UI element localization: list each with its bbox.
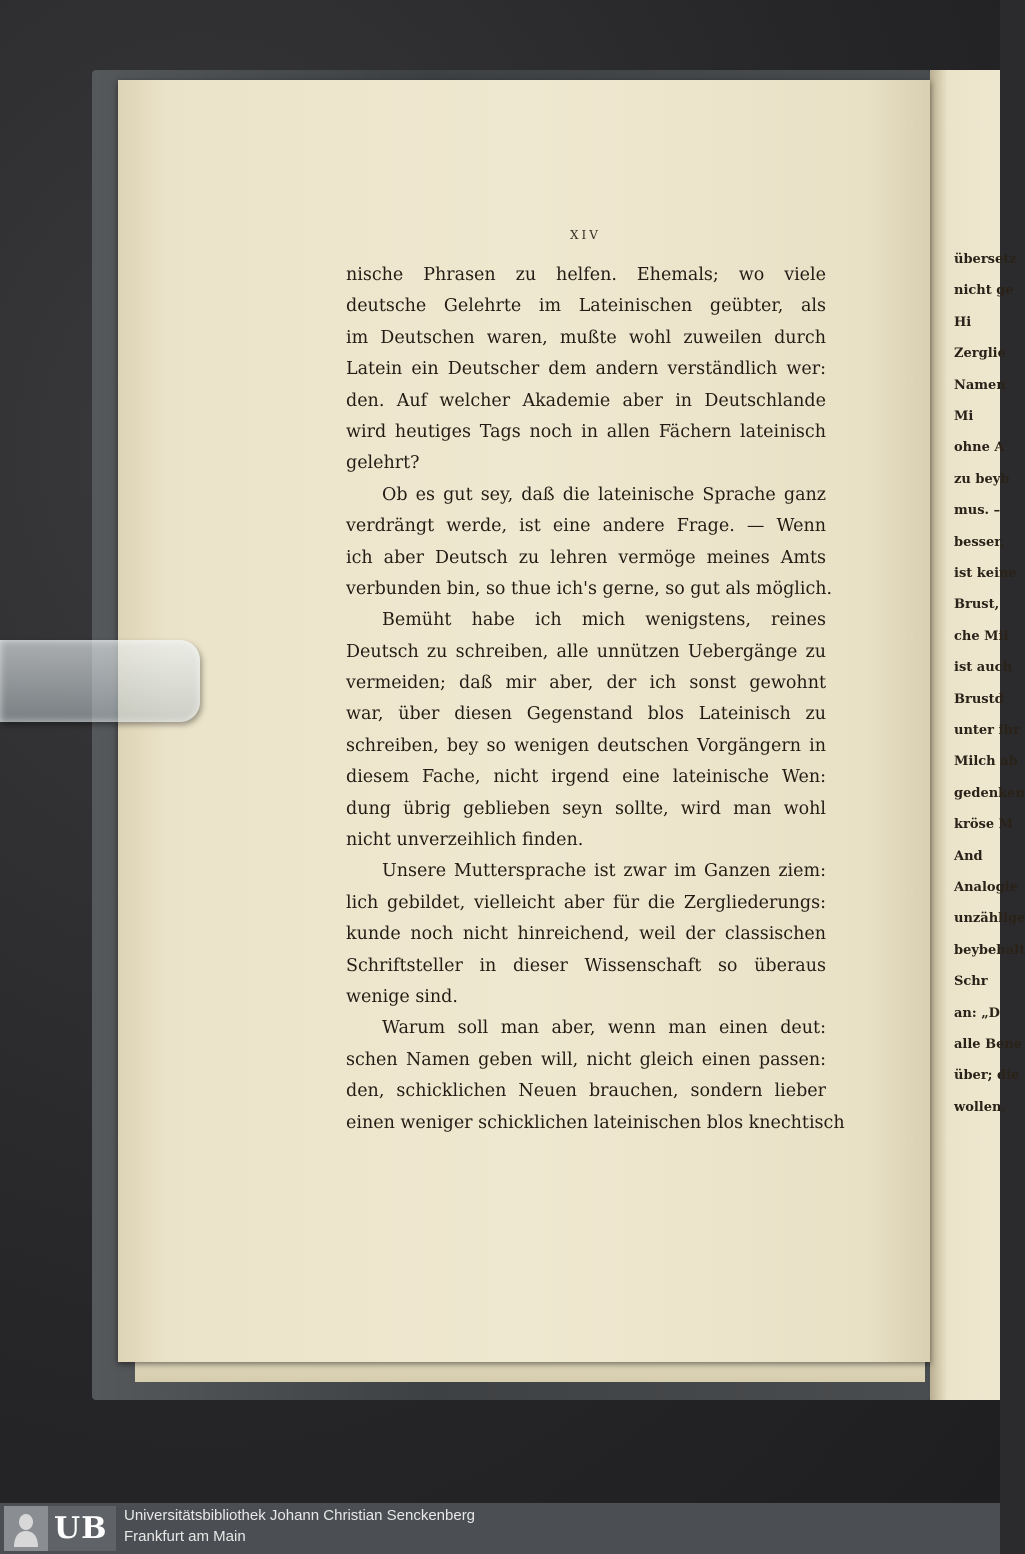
library-city: Frankfurt am Main	[124, 1528, 246, 1545]
facing-page-text: kröse M	[954, 817, 1014, 833]
text-line: Latein ein Deutscher dem andern verständlich wer:	[346, 359, 826, 380]
text-line: den, schicklichen Neuen brauchen, sondern lieber	[346, 1081, 826, 1102]
text-line: diesem Fache, nicht irgend eine lateinische Wen:	[346, 767, 826, 788]
facing-page-text: alle Bene	[954, 1037, 1023, 1052]
text-line: vermeiden; daß mir aber, der ich sonst gewohnt	[346, 673, 826, 694]
text-line: schen Namen geben will, nicht gleich einen passen:	[346, 1049, 826, 1070]
text-line: den. Auf welcher Akademie aber in Deutschlande	[346, 390, 826, 411]
text-line: Bemüht habe ich mich wenigstens, reines	[382, 610, 826, 631]
text-line: Deutsch zu schreiben, alle unnützen Uebergänge zu	[346, 641, 826, 662]
facing-page-text: che Mil	[954, 628, 1009, 644]
facing-page-text: beybehalt	[954, 942, 1025, 958]
text-line: im Deutschen waren, mußte wohl zuweilen durch	[346, 327, 826, 348]
text-line: lich gebildet, vielleicht aber für die Zergliederungs:	[346, 892, 826, 913]
text-line: einen weniger schicklichen lateinischen blos knechtisch	[346, 1112, 845, 1133]
text-line: verbunden bin, so thue ich's gerne, so gut als möglich.	[346, 578, 833, 599]
text-line: verdrängt werde, ist eine andere Frage. — Wenn	[346, 516, 826, 537]
facing-page-text: Zerglie	[954, 346, 1006, 362]
facing-page-text: zu beyb	[954, 471, 1010, 487]
page-number: XIV	[570, 228, 601, 242]
text-line: gelehrt?	[346, 453, 420, 474]
text-line: dung übrig geblieben seyn sollte, wird man wohl	[346, 798, 826, 819]
text-line: wird heutiges Tags noch in allen Fächern lateinisch	[346, 421, 826, 442]
facing-page-text: gedenken	[954, 785, 1025, 801]
facing-page-text: And	[954, 848, 983, 864]
facing-page-text: an: „D	[954, 1005, 1000, 1021]
facing-page-text: Milch ab	[954, 754, 1018, 770]
facing-page-text: Mi	[954, 409, 974, 424]
text-line: schreiben, bey so wenigen deutschen Vorgängern in	[346, 735, 826, 756]
text-line: Ob es gut sey, daß die lateinische Sprache ganz	[382, 484, 826, 505]
text-line: nische Phrasen zu helfen. Ehemals; wo viele	[346, 265, 826, 285]
text-line: Schriftsteller in dieser Wissenschaft so überaus	[346, 955, 826, 976]
facing-page-text: Brustd	[954, 691, 1004, 707]
facing-page-text: Hi	[954, 314, 972, 330]
text-line: nicht unverzeihlich finden.	[346, 830, 584, 851]
facing-page-text: besser,	[954, 534, 1005, 550]
facing-page-text: unter ihr	[954, 723, 1020, 738]
facing-page-text: unzählige	[954, 911, 1025, 927]
page-body-text	[346, 260, 845, 1139]
facing-page-text: übersetz	[954, 252, 1017, 267]
text-line: Unsere Muttersprache ist zwar im Ganzen ziem:	[382, 861, 826, 882]
facing-page-text: wollen,	[954, 1099, 1006, 1115]
text-line: deutsche Gelehrte im Lateinischen geübter, als	[346, 296, 826, 317]
text-line: Warum soll man aber, wenn man einen deut:	[382, 1018, 826, 1039]
facing-page-text: Brust,	[954, 597, 1000, 613]
plastic-page-marker	[0, 640, 200, 722]
text-line: kunde noch nicht hinreichend, weil der classischen	[346, 924, 826, 945]
facing-page-text: Analogie	[954, 880, 1018, 895]
facing-page-text: ohne A	[954, 440, 1005, 456]
library-footer	[0, 1503, 1000, 1554]
facing-page-text: ist keine	[954, 566, 1017, 581]
facing-page-text: mus. –	[954, 503, 1001, 519]
text-line: wenige sind.	[346, 986, 458, 1007]
facing-page-text: nicht ge	[954, 283, 1014, 299]
facing-page-text: über; die	[954, 1068, 1020, 1084]
text-line: ich aber Deutsch zu lehren vermöge meines Amts	[346, 547, 826, 568]
text-line: war, über diesen Gegenstand blos Lateinisch zu	[346, 704, 826, 725]
facing-page-text: Namen	[954, 377, 1006, 393]
logo-text: UB	[54, 1511, 108, 1546]
facing-page-text: Schr	[954, 974, 988, 990]
facing-page-text: ist auch	[954, 660, 1013, 676]
portrait-icon	[4, 1506, 48, 1551]
library-name: Universitätsbibliothek Johann Christian Senckenberg	[124, 1507, 476, 1524]
library-logo	[4, 1506, 116, 1551]
